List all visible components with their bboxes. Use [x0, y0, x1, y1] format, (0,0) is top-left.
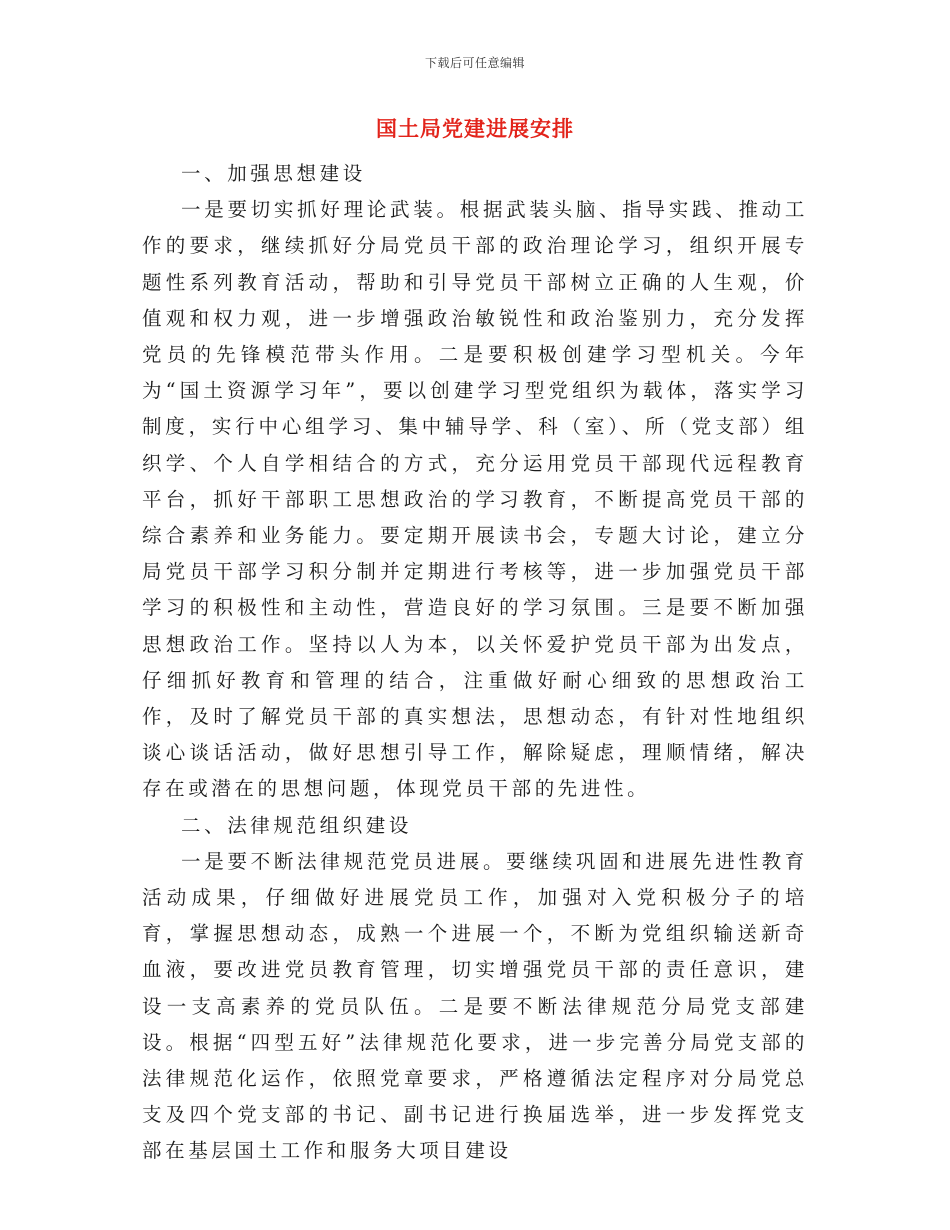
body-paragraph-2: 一是要不断法律规范党员进展。要继续巩固和进展先进性教育活动成果，仔细做好进展党员工作，加强对入党积极分子的培育，掌握思想动态，成熟一个进展一个，不断为党组织输送新奇血液，要改进党员教育管理，切实增强党员干部的责任意识，建设一支高素养的党员队伍。二是要不断法律规范分局党支部建设。根据“四型五好”法律规范化要求，进一步完善分局党支部的法律规范化运作，依照党章要求，严格遵循法定程序对分局党总支及四个党支部的书记、副书记进行换届选举，进一步发挥党支部在基层国土工作和服务大项目建设: [142, 849, 808, 1163]
document-body: [142, 156, 808, 1170]
section-heading-2: 二、法律规范组织建设: [181, 813, 413, 837]
section-heading-1: 一、加强思想建设: [181, 162, 366, 185]
page-header-note: 下载后可任意编辑: [424, 56, 525, 70]
document-title: 国土局党建进展安排: [376, 116, 574, 141]
body-paragraph-1: 一是要切实抓好理论武装。根据武装头脑、指导实践、推动工作的要求，继续抓好分局党员干部的政治理论学习，组织开展专题性系列教育活动，帮助和引导党员干部树立正确的人生观，价值观和权力观，进一步增强政治敏锐性和政治鉴别力，充分发挥党员的先锋模范带头作用。二是要积极创建学习型机关。今年为“国土资源学习年”，要以创建学习型党组织为载体，落实学习制度，实行中心组学习、集中辅导学、科（室）、所（党支部）组织学、个人自学相结合的方式，充分运用党员干部现代远程教育平台，抓好干部职工思想政治的学习教育，不断提高党员干部的综合素养和业务能力。要定期开展读书会，专题大讨论，建立分局党员干部学习积分制并定期进行考核等，进一步加强党员干部学习的积极性和主动性，营造良好的学习氛围。三是要不断加强思想政治工作。坚持以人为本，以关怀爱护党员干部为出发点，仔细抓好教育和管理的结合，注重做好耐心细致的思想政治工作，及时了解党员干部的真实想法，思想动态，有针对性地组织谈心谈话活动，做好思想引导工作，解除疑虑，理顺情绪，解决存在或潜在的思想问题，体现党员干部的先进性。: [142, 198, 808, 801]
